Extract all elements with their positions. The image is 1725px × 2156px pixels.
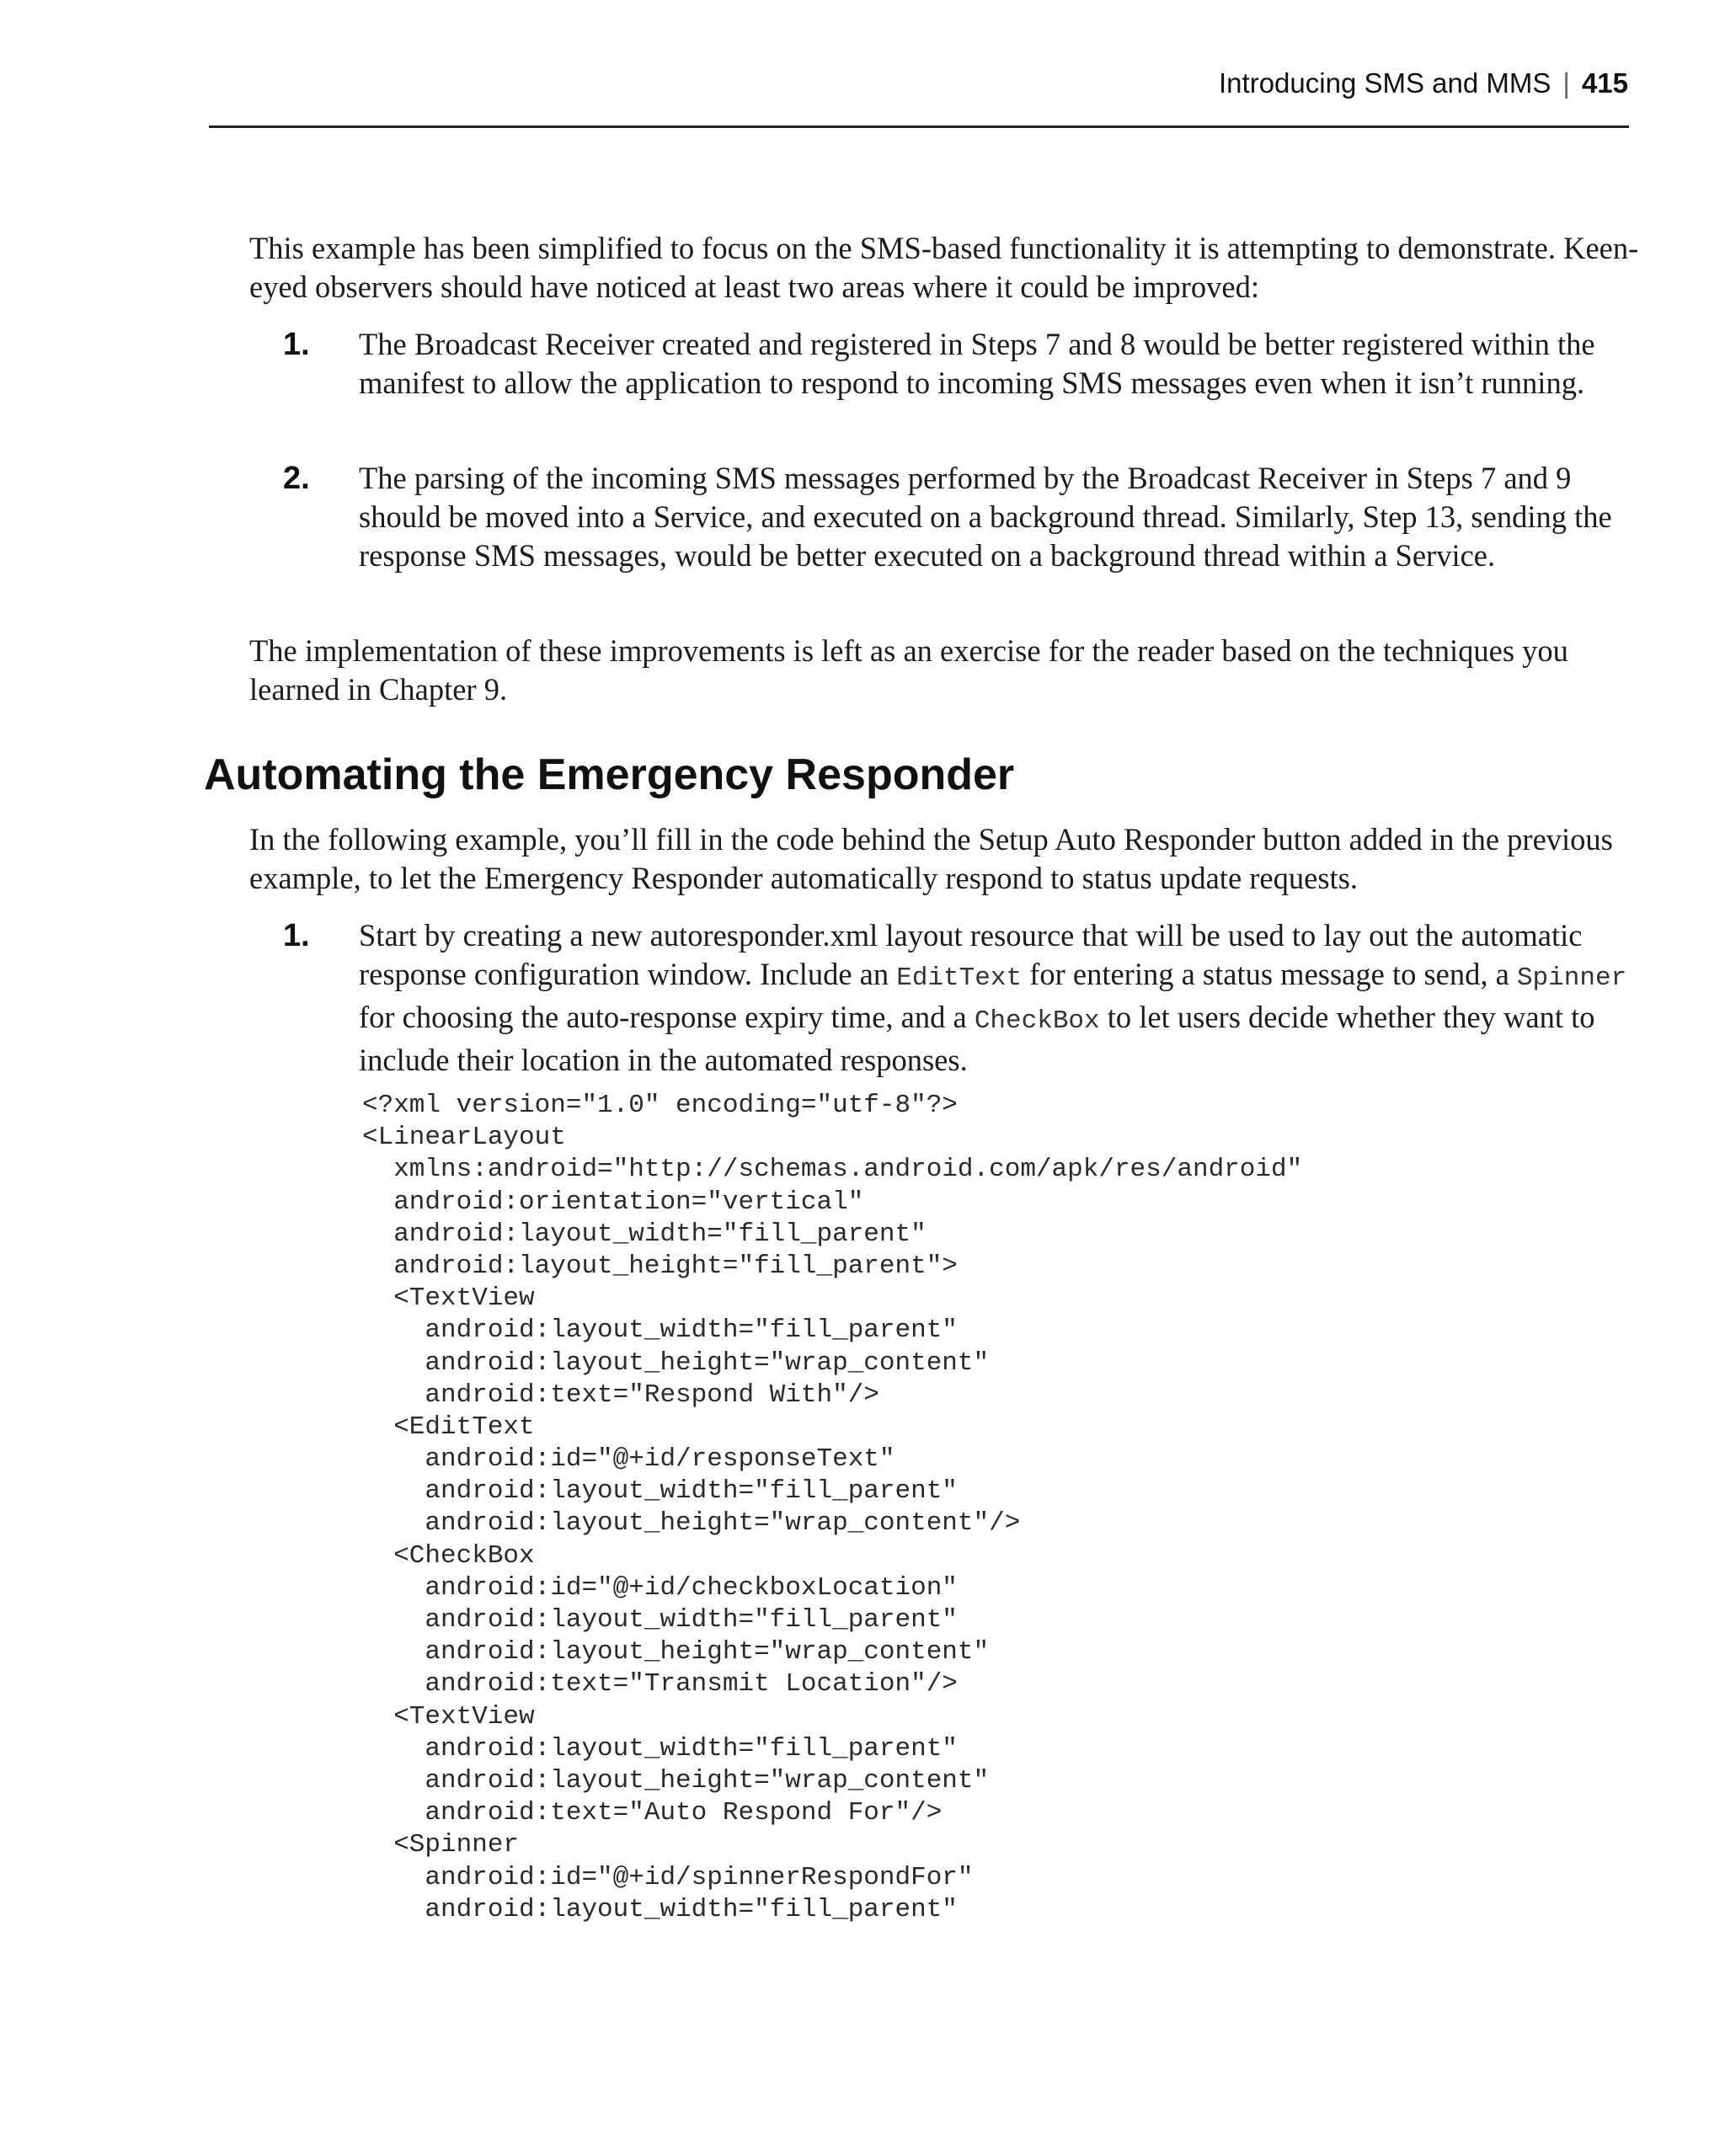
inline-code-edittext: EditText: [896, 963, 1023, 993]
code-line: <EditText: [362, 1412, 535, 1442]
code-line: <TextView: [362, 1283, 535, 1314]
list-number: 1.: [283, 327, 310, 362]
step-text-part: for entering a status message to send, a: [1022, 957, 1517, 991]
code-line: android:layout_width="fill_parent": [362, 1894, 958, 1924]
code-line: <?xml version="1.0" encoding="utf-8"?>: [362, 1091, 958, 1120]
section-heading: Automating the Emergency Responder: [204, 750, 1015, 799]
list-number: 1.: [283, 918, 310, 953]
code-line: <TextView: [362, 1701, 535, 1732]
code-line: android:layout_width="fill_parent": [362, 1219, 927, 1249]
code-line: xmlns:android="http://schemas.android.com/apk/res/android": [362, 1155, 1303, 1185]
code-line: android:id="@+id/responseText": [362, 1444, 895, 1475]
code-line: <LinearLayout: [362, 1123, 566, 1153]
code-line: android:layout_width="fill_parent": [362, 1733, 958, 1764]
header-separator: |: [1562, 67, 1570, 99]
intro-paragraph: This example has been simplified to focus on the SMS-based functionality it is attempting to demonstrate. Keen-eyed observers should have noticed at least two areas where it could be improved:: [249, 231, 1639, 304]
code-line: android:layout_width="fill_parent": [362, 1605, 958, 1635]
code-line: android:layout_height="wrap_content": [362, 1348, 990, 1378]
code-line: android:layout_height="fill_parent">: [362, 1251, 958, 1281]
list-number: 2.: [283, 461, 310, 496]
list-item-text: The Broadcast Receiver created and registered in Steps 7 and 8 would be better registered within the manifest to allow the application to respond to incoming SMS messages even when it isn’t running.: [359, 327, 1595, 400]
code-line: android:orientation="vertical": [362, 1187, 864, 1217]
step-text-part: to let users decide whether they want to include their location in the automated responses.: [359, 1000, 1595, 1077]
section-intro-paragraph: In the following example, you’ll fill in the code behind the Setup Auto Responder button added in the previous example, to let the Emergency Responder automatically respond to status update requests.: [249, 822, 1613, 895]
inline-code-spinner: Spinner: [1516, 963, 1627, 993]
code-line: <CheckBox: [362, 1540, 535, 1571]
step-text-part: for choosing the auto-response expiry time, and a: [359, 1000, 975, 1034]
code-line: android:id="@+id/spinnerRespondFor": [362, 1862, 974, 1892]
step-text-part: Start by creating a new autoresponder.xml layout resource that will be used to lay out the automatic response configuration window. Include an: [359, 918, 1583, 991]
code-listing: [362, 1090, 1302, 1926]
running-title: Introducing SMS and MMS: [1219, 67, 1551, 99]
header-rule: [209, 125, 1629, 128]
code-line: android:layout_height="wrap_content": [362, 1637, 990, 1668]
list-item-text: The parsing of the incoming SMS messages performed by the Broadcast Receiver in Steps 7 and 9 should be moved into a Service, and executed on a background thread. Similarly, Step 13, sending the response SMS messages, would be better executed on a background thread within a Service.: [359, 461, 1612, 573]
step-text: [359, 916, 1639, 1080]
running-header: [1219, 66, 1628, 101]
code-line: android:text="Transmit Location"/>: [362, 1669, 958, 1700]
code-line: android:text="Respond With"/>: [362, 1380, 879, 1410]
code-line: android:text="Auto Respond For"/>: [362, 1798, 943, 1828]
closing-paragraph: The implementation of these improvements is left as an exercise for the reader based on the techniques you learned in Chapter 9.: [249, 633, 1568, 707]
code-line: android:layout_width="fill_parent": [362, 1315, 958, 1346]
code-line: android:id="@+id/checkboxLocation": [362, 1572, 958, 1603]
code-line: <Spinner: [362, 1830, 520, 1860]
inline-code-checkbox: CheckBox: [974, 1006, 1100, 1036]
code-line: android:layout_height="wrap_content"/>: [362, 1508, 1021, 1539]
page-number: 415: [1581, 67, 1628, 99]
code-line: android:layout_width="fill_parent": [362, 1476, 958, 1507]
code-line: android:layout_height="wrap_content": [362, 1765, 990, 1796]
